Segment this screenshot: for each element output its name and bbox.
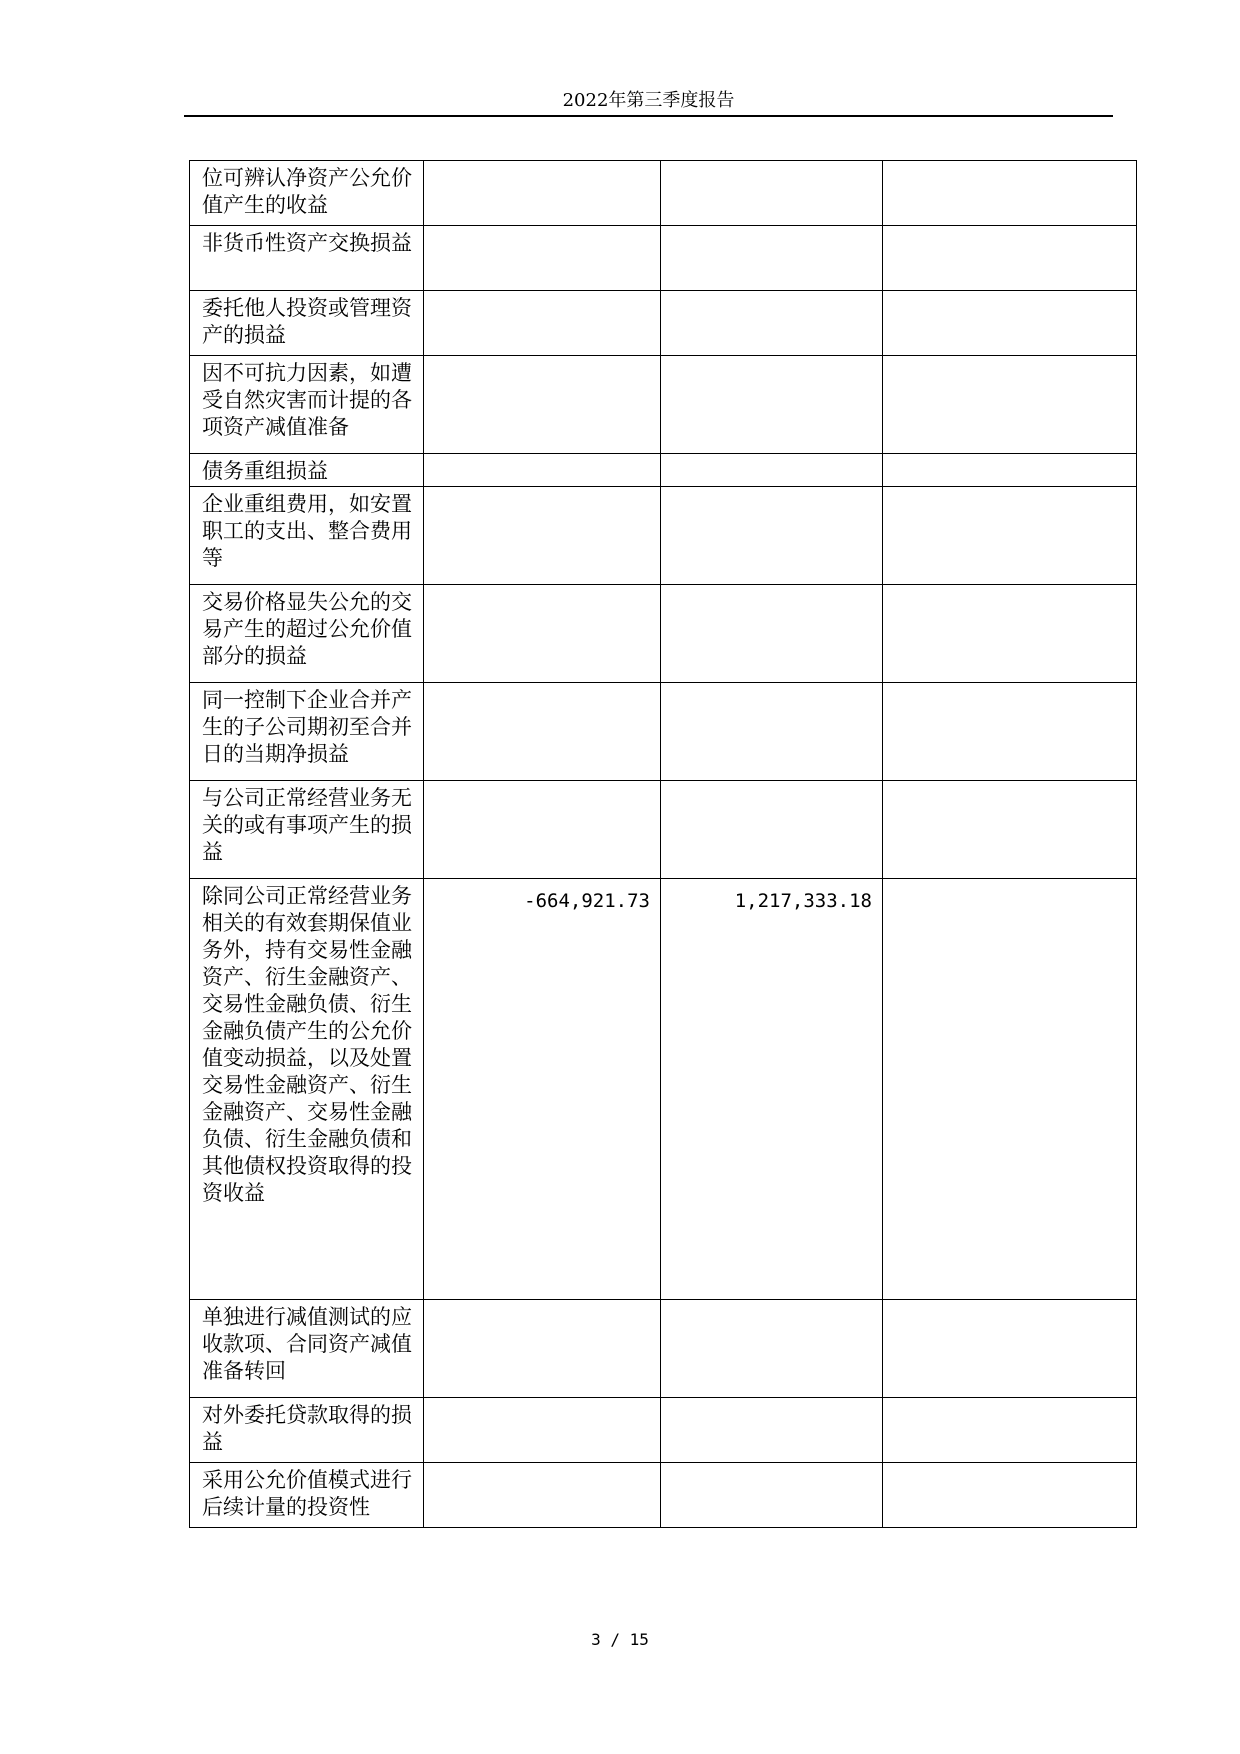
page-number: 3 / 15 — [591, 1630, 649, 1649]
table-row — [190, 1398, 1137, 1463]
current-period-amount — [424, 1300, 661, 1398]
remark-cell — [883, 487, 1137, 585]
year-to-date-amount — [661, 487, 883, 585]
remark-cell — [883, 356, 1137, 454]
current-period-amount — [424, 487, 661, 585]
current-period-amount — [424, 1463, 661, 1528]
current-period-amount — [424, 161, 661, 226]
item-label: 除同公司正常经营业务相关的有效套期保值业务外，持有交易性金融资产、衍生金融资产、交易性金融负债、衍生金融负债产生的公允价值变动损益，以及处置交易性金融资产、衍生金融资产、交易性金融负债、衍生金融负债和其他债权投资取得的投资收益 — [190, 879, 424, 1300]
remark-cell — [883, 1463, 1137, 1528]
table-row — [190, 683, 1137, 781]
current-period-amount — [424, 781, 661, 879]
item-label: 因不可抗力因素，如遭受自然灾害而计提的各项资产减值准备 — [190, 356, 424, 454]
item-label: 企业重组费用，如安置职工的支出、整合费用等 — [190, 487, 424, 585]
year-to-date-amount — [661, 1463, 883, 1528]
item-label: 位可辨认净资产公允价值产生的收益 — [190, 161, 424, 226]
table-row — [190, 781, 1137, 879]
current-period-amount: -664,921.73 — [424, 879, 661, 1300]
current-period-amount — [424, 1398, 661, 1463]
table-row — [190, 291, 1137, 356]
remark-cell — [883, 683, 1137, 781]
year-to-date-amount — [661, 585, 883, 683]
item-label: 债务重组损益 — [190, 454, 424, 487]
year-to-date-amount — [661, 683, 883, 781]
table-row — [190, 1463, 1137, 1528]
table-row — [190, 161, 1137, 226]
remark-cell — [883, 161, 1137, 226]
year-to-date-amount — [661, 781, 883, 879]
item-label: 采用公允价值模式进行后续计量的投资性 — [190, 1463, 424, 1528]
year-to-date-amount — [661, 161, 883, 226]
year-to-date-amount: 1,217,333.18 — [661, 879, 883, 1300]
item-label: 委托他人投资或管理资产的损益 — [190, 291, 424, 356]
non-recurring-gains-losses-table — [189, 160, 1137, 1528]
remark-cell — [883, 1300, 1137, 1398]
remark-cell — [883, 1398, 1137, 1463]
report-header-title: 2022年第三季度报告 — [562, 90, 735, 111]
table-row — [190, 356, 1137, 454]
header-divider — [184, 115, 1113, 117]
table-row — [190, 585, 1137, 683]
current-period-amount — [424, 683, 661, 781]
table-row — [190, 226, 1137, 291]
remark-cell — [883, 879, 1137, 1300]
remark-cell — [883, 291, 1137, 356]
year-to-date-amount — [661, 1300, 883, 1398]
remark-cell — [883, 781, 1137, 879]
table-row — [190, 879, 1137, 1300]
item-label: 与公司正常经营业务无关的或有事项产生的损益 — [190, 781, 424, 879]
current-period-amount — [424, 226, 661, 291]
table-row — [190, 1300, 1137, 1398]
year-to-date-amount — [661, 454, 883, 487]
table-row — [190, 487, 1137, 585]
current-period-amount — [424, 585, 661, 683]
year-to-date-amount — [661, 356, 883, 454]
year-to-date-amount — [661, 226, 883, 291]
current-period-amount — [424, 454, 661, 487]
item-label: 非货币性资产交换损益 — [190, 226, 424, 291]
item-label: 交易价格显失公允的交易产生的超过公允价值部分的损益 — [190, 585, 424, 683]
year-to-date-amount — [661, 291, 883, 356]
year-to-date-amount — [661, 1398, 883, 1463]
remark-cell — [883, 585, 1137, 683]
current-period-amount — [424, 356, 661, 454]
table-row — [190, 454, 1137, 487]
current-period-amount — [424, 291, 661, 356]
remark-cell — [883, 226, 1137, 291]
item-label: 单独进行减值测试的应收款项、合同资产减值准备转回 — [190, 1300, 424, 1398]
item-label: 同一控制下企业合并产生的子公司期初至合并日的当期净损益 — [190, 683, 424, 781]
item-label: 对外委托贷款取得的损益 — [190, 1398, 424, 1463]
remark-cell — [883, 454, 1137, 487]
